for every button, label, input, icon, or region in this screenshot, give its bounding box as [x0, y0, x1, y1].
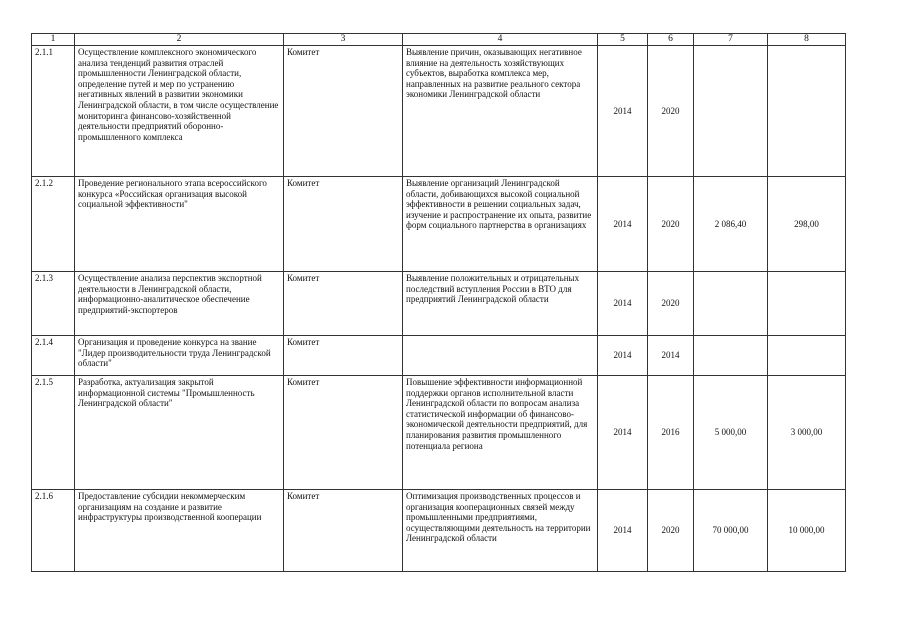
header-row	[32, 34, 846, 46]
table-row	[32, 46, 846, 177]
item-start-year: 2014	[598, 336, 648, 376]
item-end-year: 2020	[648, 46, 694, 177]
table-row	[32, 336, 846, 376]
item-start-year: 2014	[598, 46, 648, 177]
item-result	[403, 336, 598, 376]
item-funding-total: 5 000,00	[694, 376, 768, 490]
item-end-year: 2016	[648, 376, 694, 490]
item-number: 2.1.1	[32, 46, 75, 177]
item-start-year: 2014	[598, 272, 648, 336]
item-funding-year	[768, 336, 846, 376]
item-name: Осуществление анализа перспектив экспортной деятельности в Ленинградской области, информационно-аналитическое обеспечение предприятий-экспортеров	[75, 272, 284, 336]
table-row	[32, 177, 846, 272]
item-number: 2.1.2	[32, 177, 75, 272]
item-funding-total: 70 000,00	[694, 490, 768, 572]
column-header: 8	[768, 34, 846, 46]
table-row	[32, 490, 846, 572]
column-header: 4	[403, 34, 598, 46]
column-header: 7	[694, 34, 768, 46]
item-end-year: 2020	[648, 490, 694, 572]
item-number: 2.1.6	[32, 490, 75, 572]
item-funding-year	[768, 46, 846, 177]
item-result: Выявление положительных и отрицательных последствий вступления России в ВТО для предприятий Ленинградской области	[403, 272, 598, 336]
item-name: Организация и проведение конкурса на звание "Лидер производительности труда Ленинградской области"	[75, 336, 284, 376]
item-funding-year: 298,00	[768, 177, 846, 272]
item-executor: Комитет	[284, 336, 403, 376]
item-funding-year: 10 000,00	[768, 490, 846, 572]
item-number: 2.1.4	[32, 336, 75, 376]
program-activities-table	[31, 33, 846, 572]
item-start-year: 2014	[598, 177, 648, 272]
item-funding-total: 2 086,40	[694, 177, 768, 272]
column-header: 3	[284, 34, 403, 46]
item-executor: Комитет	[284, 272, 403, 336]
item-name: Проведение регионального этапа всероссийского конкурса «Российская организация высокой социальной эффективности"	[75, 177, 284, 272]
item-start-year: 2014	[598, 376, 648, 490]
item-funding-year: 3 000,00	[768, 376, 846, 490]
item-result: Повышение эффективности информационной поддержки органов исполнительной власти Ленинградской области по вопросам анализа статистической информации об финансово-экономической деятельности предприятий, для планирования развития промышленного потенциала региона	[403, 376, 598, 490]
item-end-year: 2020	[648, 272, 694, 336]
column-header: 6	[648, 34, 694, 46]
item-funding-total	[694, 336, 768, 376]
item-funding-total	[694, 272, 768, 336]
item-end-year: 2014	[648, 336, 694, 376]
item-executor: Комитет	[284, 46, 403, 177]
column-header: 5	[598, 34, 648, 46]
item-start-year: 2014	[598, 490, 648, 572]
item-funding-total	[694, 46, 768, 177]
item-name: Разработка, актуализация закрытой информационной системы "Промышленность Ленинградской области"	[75, 376, 284, 490]
item-result: Оптимизация производственных процессов и организация кооперационных связей между промышленными предприятиями, осуществляющими деятельность на территории Ленинградской области	[403, 490, 598, 572]
table-row	[32, 376, 846, 490]
item-result: Выявление организаций Ленинградской области, добивающихся высокой социальной эффективности в решении социальных задач, изучение и распространение их опыта, развитие форм социального партнерства в организациях	[403, 177, 598, 272]
item-executor: Комитет	[284, 376, 403, 490]
item-name: Предоставление субсидии некоммерческим организациям на создание и развитие инфраструктуры производственной кооперации	[75, 490, 284, 572]
item-number: 2.1.3	[32, 272, 75, 336]
item-end-year: 2020	[648, 177, 694, 272]
item-executor: Комитет	[284, 177, 403, 272]
column-header: 1	[32, 34, 75, 46]
column-header: 2	[75, 34, 284, 46]
table-row	[32, 272, 846, 336]
item-result: Выявление причин, оказывающих негативное влияние на деятельность хозяйствующих субъектов, выработка комплекса мер, направленных на развитие реального сектора экономики Ленинградской области	[403, 46, 598, 177]
item-executor: Комитет	[284, 490, 403, 572]
item-funding-year	[768, 272, 846, 336]
item-name: Осуществление комплексного экономического анализа тенденций развития отраслей промышленности Ленинградской области, определение путей и мер по устранению негативных явлений в развитии экономики Ленинградской области, в том числе осуществление мониторинга финансово-хозяйственной деятельности предприятий оборонно-промышленного комплекса	[75, 46, 284, 177]
item-number: 2.1.5	[32, 376, 75, 490]
